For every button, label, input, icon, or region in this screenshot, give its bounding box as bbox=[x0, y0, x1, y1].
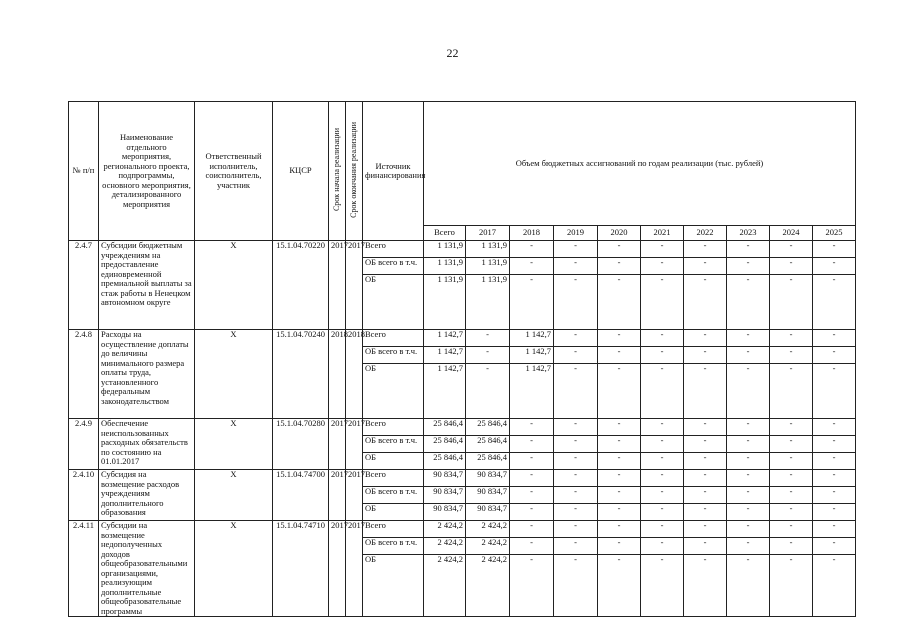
amount-cell: - bbox=[684, 521, 727, 538]
finance-source: ОБ всего в т.ч. bbox=[363, 347, 424, 364]
amount-cell: - bbox=[770, 241, 813, 258]
amount-cell: - bbox=[598, 538, 641, 555]
header-num: № п/п bbox=[69, 102, 99, 241]
amount-cell: 25 846,4 bbox=[424, 436, 466, 453]
amount-cell: - bbox=[641, 364, 684, 419]
amount-cell: - bbox=[598, 258, 641, 275]
amount-cell: - bbox=[598, 521, 641, 538]
finance-source: Всего bbox=[363, 330, 424, 347]
amount-cell: - bbox=[770, 504, 813, 521]
amount-cell: 25 846,4 bbox=[466, 419, 510, 436]
amount-cell: - bbox=[813, 330, 856, 347]
amount-cell: - bbox=[510, 419, 554, 436]
finance-source: ОБ bbox=[363, 453, 424, 470]
amount-cell: - bbox=[554, 364, 598, 419]
finance-source: ОБ bbox=[363, 504, 424, 521]
header-year: 2019 bbox=[554, 226, 598, 241]
amount-cell: - bbox=[554, 347, 598, 364]
row-start-year: 2017 bbox=[329, 419, 346, 470]
amount-cell: - bbox=[598, 347, 641, 364]
amount-cell: - bbox=[727, 419, 770, 436]
amount-cell: - bbox=[727, 258, 770, 275]
amount-cell: 1 131,9 bbox=[466, 275, 510, 330]
amount-cell: - bbox=[641, 241, 684, 258]
budget-table bbox=[68, 101, 856, 617]
amount-cell: - bbox=[727, 364, 770, 419]
amount-cell: - bbox=[684, 436, 727, 453]
amount-cell: - bbox=[684, 487, 727, 504]
amount-cell: - bbox=[684, 258, 727, 275]
amount-cell: - bbox=[641, 453, 684, 470]
amount-cell: 25 846,4 bbox=[466, 436, 510, 453]
row-name: Субсидии бюджетным учреждениям на предоставление единовременной премиальной выплаты за стаж работы в Ненецком автономном округе bbox=[99, 241, 195, 330]
amount-cell: - bbox=[684, 330, 727, 347]
header-year: 2021 bbox=[641, 226, 684, 241]
amount-cell: - bbox=[554, 436, 598, 453]
amount-cell: - bbox=[727, 330, 770, 347]
amount-cell: - bbox=[813, 521, 856, 538]
header-year: 2018 bbox=[510, 226, 554, 241]
header-end-text: Срок окончания реализации bbox=[349, 121, 359, 218]
amount-cell: - bbox=[554, 470, 598, 487]
amount-cell: - bbox=[727, 487, 770, 504]
amount-cell: - bbox=[510, 538, 554, 555]
amount-cell: - bbox=[510, 241, 554, 258]
amount-cell: 90 834,7 bbox=[466, 487, 510, 504]
amount-cell: - bbox=[770, 555, 813, 617]
amount-cell: - bbox=[770, 258, 813, 275]
amount-cell: - bbox=[684, 347, 727, 364]
row-name: Расходы на осуществление доплаты до величины минимального размера оплаты труда, установленного федеральным законодательством bbox=[99, 330, 195, 419]
amount-cell: - bbox=[598, 453, 641, 470]
amount-cell: - bbox=[813, 258, 856, 275]
amount-cell: - bbox=[641, 258, 684, 275]
amount-cell: - bbox=[598, 487, 641, 504]
amount-cell: - bbox=[598, 364, 641, 419]
amount-cell: - bbox=[598, 241, 641, 258]
header-year: 2017 bbox=[466, 226, 510, 241]
amount-cell: - bbox=[727, 436, 770, 453]
row-start-year: 2017 bbox=[329, 521, 346, 617]
finance-source: ОБ bbox=[363, 555, 424, 617]
amount-cell: - bbox=[813, 470, 856, 487]
amount-cell: 1 131,9 bbox=[424, 241, 466, 258]
amount-cell: - bbox=[641, 555, 684, 617]
amount-cell: - bbox=[510, 275, 554, 330]
amount-cell: - bbox=[641, 487, 684, 504]
amount-cell: 1 142,7 bbox=[424, 364, 466, 419]
amount-cell: - bbox=[598, 330, 641, 347]
finance-source: ОБ всего в т.ч. bbox=[363, 436, 424, 453]
amount-cell: 90 834,7 bbox=[424, 487, 466, 504]
finance-source: Всего bbox=[363, 241, 424, 258]
amount-cell: - bbox=[727, 504, 770, 521]
amount-cell: - bbox=[554, 504, 598, 521]
amount-cell: - bbox=[554, 241, 598, 258]
amount-cell: 25 846,4 bbox=[424, 453, 466, 470]
amount-cell: 2 424,2 bbox=[466, 521, 510, 538]
row-name: Обеспечение неиспользованных расходных обязательств по состоянию на 01.01.2017 bbox=[99, 419, 195, 470]
amount-cell: - bbox=[770, 330, 813, 347]
amount-cell: - bbox=[684, 453, 727, 470]
row-kcsr: 15.1.04.70280 bbox=[273, 419, 329, 470]
finance-source: ОБ bbox=[363, 364, 424, 419]
row-kcsr: 15.1.04.70240 bbox=[273, 330, 329, 419]
finance-source: ОБ всего в т.ч. bbox=[363, 258, 424, 275]
amount-cell: - bbox=[770, 538, 813, 555]
amount-cell: - bbox=[770, 419, 813, 436]
amount-cell: - bbox=[598, 275, 641, 330]
amount-cell: 1 142,7 bbox=[510, 330, 554, 347]
amount-cell: - bbox=[727, 555, 770, 617]
row-number: 2.4.7 bbox=[69, 241, 99, 330]
header-responsible: Ответственный исполнитель, соисполнитель, участник bbox=[195, 102, 273, 241]
amount-cell: - bbox=[727, 521, 770, 538]
row-number: 2.4.9 bbox=[69, 419, 99, 470]
amount-cell: - bbox=[641, 538, 684, 555]
header-year: 2022 bbox=[684, 226, 727, 241]
amount-cell: - bbox=[727, 538, 770, 555]
amount-cell: - bbox=[813, 555, 856, 617]
row-number: 2.4.8 bbox=[69, 330, 99, 419]
amount-cell: - bbox=[466, 364, 510, 419]
row-number: 2.4.10 bbox=[69, 470, 99, 521]
row-responsible: Х bbox=[195, 470, 273, 521]
amount-cell: - bbox=[813, 487, 856, 504]
row-end-year: 2018 bbox=[346, 330, 363, 419]
table-row bbox=[69, 330, 856, 347]
row-responsible: Х bbox=[195, 330, 273, 419]
amount-cell: - bbox=[510, 521, 554, 538]
amount-cell: - bbox=[813, 436, 856, 453]
amount-cell: - bbox=[510, 504, 554, 521]
amount-cell: - bbox=[770, 487, 813, 504]
row-responsible: Х bbox=[195, 419, 273, 470]
amount-cell: - bbox=[598, 436, 641, 453]
row-start-year: 2018 bbox=[329, 330, 346, 419]
amount-cell: - bbox=[466, 347, 510, 364]
amount-cell: - bbox=[641, 504, 684, 521]
amount-cell: 25 846,4 bbox=[424, 419, 466, 436]
amount-cell: - bbox=[770, 453, 813, 470]
amount-cell: 2 424,2 bbox=[424, 521, 466, 538]
amount-cell: 25 846,4 bbox=[466, 453, 510, 470]
header-end bbox=[346, 102, 363, 241]
header-name: Наименование отдельного мероприятия, регионального проекта, подпрограммы, основного мероприятия, детализированного мероприятия bbox=[99, 102, 195, 241]
amount-cell: - bbox=[684, 275, 727, 330]
amount-cell: - bbox=[813, 364, 856, 419]
finance-source: ОБ bbox=[363, 275, 424, 330]
amount-cell: - bbox=[554, 538, 598, 555]
amount-cell: - bbox=[813, 538, 856, 555]
header-year: 2020 bbox=[598, 226, 641, 241]
amount-cell: - bbox=[510, 555, 554, 617]
amount-cell: - bbox=[554, 258, 598, 275]
amount-cell: - bbox=[641, 347, 684, 364]
amount-cell: 2 424,2 bbox=[466, 538, 510, 555]
amount-cell: - bbox=[813, 241, 856, 258]
amount-cell: - bbox=[510, 436, 554, 453]
amount-cell: - bbox=[598, 470, 641, 487]
amount-cell: - bbox=[727, 275, 770, 330]
row-end-year: 2017 bbox=[346, 419, 363, 470]
amount-cell: - bbox=[727, 453, 770, 470]
header-kcsr: КЦСР bbox=[273, 102, 329, 241]
amount-cell: 1 142,7 bbox=[510, 364, 554, 419]
finance-source: Всего bbox=[363, 470, 424, 487]
header-year: 2023 bbox=[727, 226, 770, 241]
amount-cell: - bbox=[641, 521, 684, 538]
amount-cell: - bbox=[641, 330, 684, 347]
amount-cell: - bbox=[510, 487, 554, 504]
amount-cell: - bbox=[770, 347, 813, 364]
amount-cell: - bbox=[466, 330, 510, 347]
amount-cell: - bbox=[554, 453, 598, 470]
header-year: 2025 bbox=[813, 226, 856, 241]
row-start-year: 2017 bbox=[329, 470, 346, 521]
header-year: Всего bbox=[424, 226, 466, 241]
amount-cell: 2 424,2 bbox=[424, 538, 466, 555]
finance-source: ОБ всего в т.ч. bbox=[363, 538, 424, 555]
amount-cell: - bbox=[770, 436, 813, 453]
header-start bbox=[329, 102, 346, 241]
amount-cell: - bbox=[641, 436, 684, 453]
row-name: Субсидия на возмещение расходов учреждениям дополнительного образования bbox=[99, 470, 195, 521]
amount-cell: 2 424,2 bbox=[424, 555, 466, 617]
amount-cell: - bbox=[684, 538, 727, 555]
amount-cell: - bbox=[770, 470, 813, 487]
header-source: Источник финансирования bbox=[363, 102, 424, 241]
amount-cell: - bbox=[770, 364, 813, 419]
row-name: Субсидии на возмещение недополученных доходов общеобразовательными организациями, реализующим дополнительные общеобразовательные программы bbox=[99, 521, 195, 617]
table-row bbox=[69, 521, 856, 538]
table-body bbox=[69, 241, 856, 617]
amount-cell: - bbox=[813, 419, 856, 436]
amount-cell: 90 834,7 bbox=[424, 504, 466, 521]
amount-cell: - bbox=[684, 470, 727, 487]
amount-cell: 90 834,7 bbox=[466, 504, 510, 521]
header-volume: Объем бюджетных ассигнований по годам реализации (тыс. рублей) bbox=[424, 102, 856, 226]
finance-source: Всего bbox=[363, 419, 424, 436]
amount-cell: - bbox=[510, 453, 554, 470]
amount-cell: - bbox=[510, 258, 554, 275]
table-row bbox=[69, 419, 856, 436]
amount-cell: 1 131,9 bbox=[424, 275, 466, 330]
row-number: 2.4.11 bbox=[69, 521, 99, 617]
amount-cell: - bbox=[598, 419, 641, 436]
amount-cell: 1 142,7 bbox=[510, 347, 554, 364]
row-responsible: Х bbox=[195, 521, 273, 617]
amount-cell: - bbox=[554, 487, 598, 504]
amount-cell: - bbox=[554, 330, 598, 347]
amount-cell: - bbox=[641, 275, 684, 330]
row-end-year: 2017 bbox=[346, 241, 363, 330]
amount-cell: - bbox=[684, 419, 727, 436]
amount-cell: - bbox=[813, 504, 856, 521]
amount-cell: - bbox=[641, 419, 684, 436]
amount-cell: - bbox=[598, 555, 641, 617]
row-end-year: 2017 bbox=[346, 521, 363, 617]
finance-source: ОБ всего в т.ч. bbox=[363, 487, 424, 504]
amount-cell: 1 131,9 bbox=[424, 258, 466, 275]
amount-cell: - bbox=[598, 504, 641, 521]
amount-cell: 1 131,9 bbox=[466, 258, 510, 275]
row-kcsr: 15.1.04.74710 bbox=[273, 521, 329, 617]
amount-cell: - bbox=[554, 419, 598, 436]
finance-source: Всего bbox=[363, 521, 424, 538]
row-kcsr: 15.1.04.74700 bbox=[273, 470, 329, 521]
amount-cell: - bbox=[813, 453, 856, 470]
amount-cell: - bbox=[554, 555, 598, 617]
amount-cell: - bbox=[554, 521, 598, 538]
amount-cell: 1 142,7 bbox=[424, 347, 466, 364]
amount-cell: 2 424,2 bbox=[466, 555, 510, 617]
amount-cell: - bbox=[554, 275, 598, 330]
amount-cell: - bbox=[727, 347, 770, 364]
amount-cell: - bbox=[510, 470, 554, 487]
row-responsible: Х bbox=[195, 241, 273, 330]
row-start-year: 2017 bbox=[329, 241, 346, 330]
amount-cell: - bbox=[684, 364, 727, 419]
header-year: 2024 bbox=[770, 226, 813, 241]
amount-cell: 90 834,7 bbox=[424, 470, 466, 487]
amount-cell: 90 834,7 bbox=[466, 470, 510, 487]
row-end-year: 2017 bbox=[346, 470, 363, 521]
page-number: 22 bbox=[446, 46, 459, 60]
amount-cell: - bbox=[770, 275, 813, 330]
amount-cell: - bbox=[684, 504, 727, 521]
amount-cell: - bbox=[727, 470, 770, 487]
table-row bbox=[69, 470, 856, 487]
header-start-text: Срок начала реализации bbox=[332, 128, 342, 212]
amount-cell: - bbox=[770, 521, 813, 538]
amount-cell: - bbox=[813, 275, 856, 330]
amount-cell: - bbox=[813, 347, 856, 364]
row-kcsr: 15.1.04.70220 bbox=[273, 241, 329, 330]
amount-cell: - bbox=[684, 241, 727, 258]
amount-cell: - bbox=[727, 241, 770, 258]
amount-cell: - bbox=[641, 470, 684, 487]
amount-cell: - bbox=[684, 555, 727, 617]
amount-cell: 1 142,7 bbox=[424, 330, 466, 347]
amount-cell: 1 131,9 bbox=[466, 241, 510, 258]
table-row bbox=[69, 241, 856, 258]
